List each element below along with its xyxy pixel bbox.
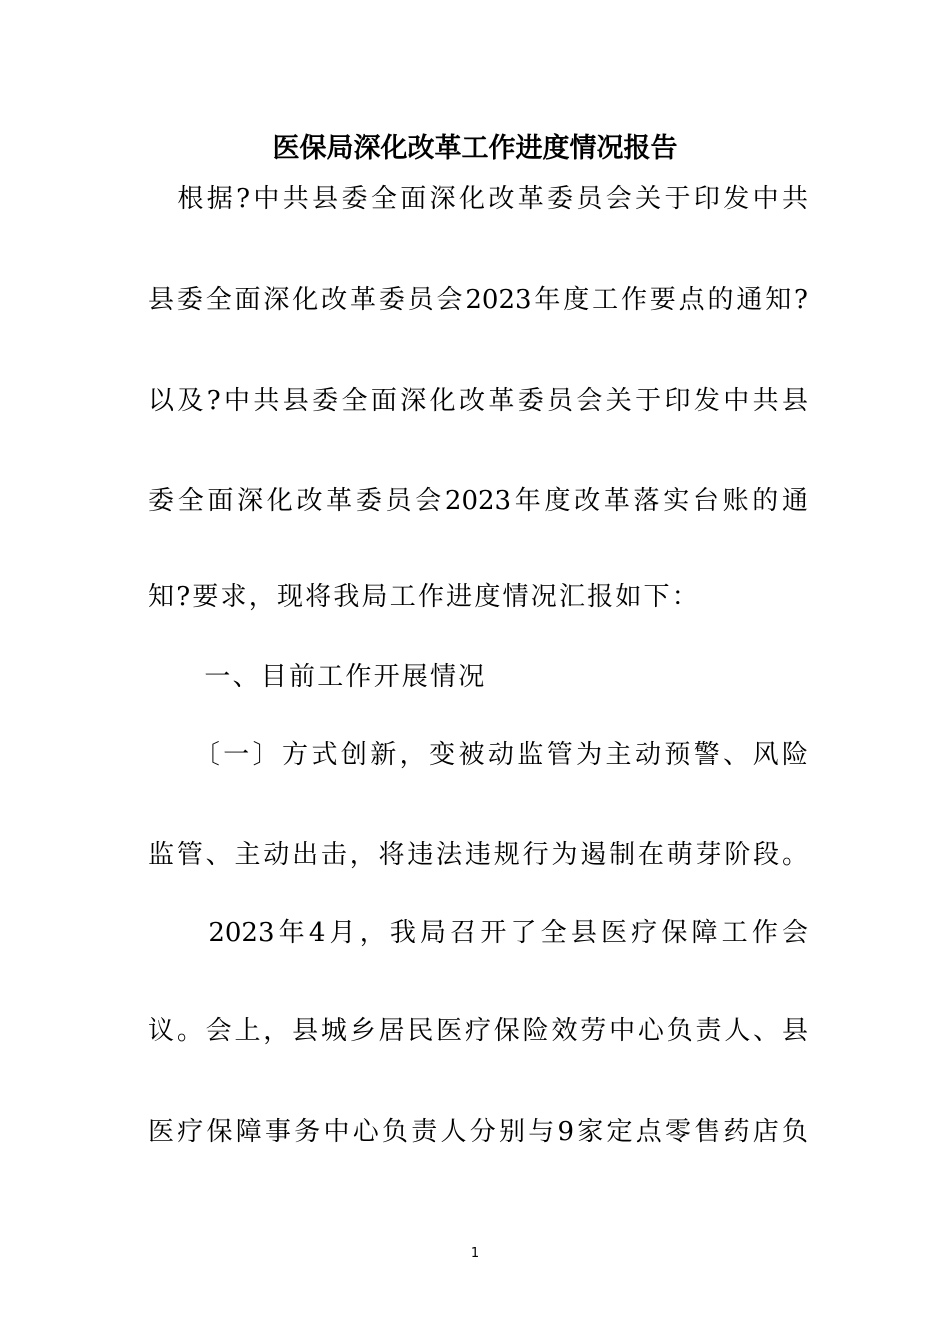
body-line-9: 2023年4月，我局召开了全县医疗保障工作会 <box>148 918 808 948</box>
section-heading-1: 一、目前工作开展情况 <box>148 662 487 692</box>
body-line-10: 议。会上，县城乡居民医疗保险效劳中心负责人、县 <box>148 1016 808 1046</box>
subsection-heading-1: 〔一〕方式创新，变被动监管为主动预警、风险 <box>148 740 808 770</box>
body-line-1: 根据?中共县委全面深化改革委员会关于印发中共 <box>148 184 808 214</box>
body-line-11: 医疗保障事务中心负责人分别与9家定点零售药店负 <box>148 1117 808 1147</box>
body-line-3: 以及?中共县委全面深化改革委员会关于印发中共县 <box>148 386 808 416</box>
body-line-5: 知?要求，现将我局工作进度情况汇报如下： <box>148 582 700 612</box>
page-number: 1 <box>470 1246 480 1261</box>
body-line-2: 县委全面深化改革委员会2023年度工作要点的通知? <box>148 285 808 315</box>
document-title: 医保局深化改革工作进度情况报告 <box>272 133 678 164</box>
body-line-8: 监管、主动出击，将违法违规行为遏制在萌芽阶段。 <box>148 840 808 870</box>
body-line-4: 委全面深化改革委员会2023年度改革落实台账的通 <box>148 486 808 516</box>
